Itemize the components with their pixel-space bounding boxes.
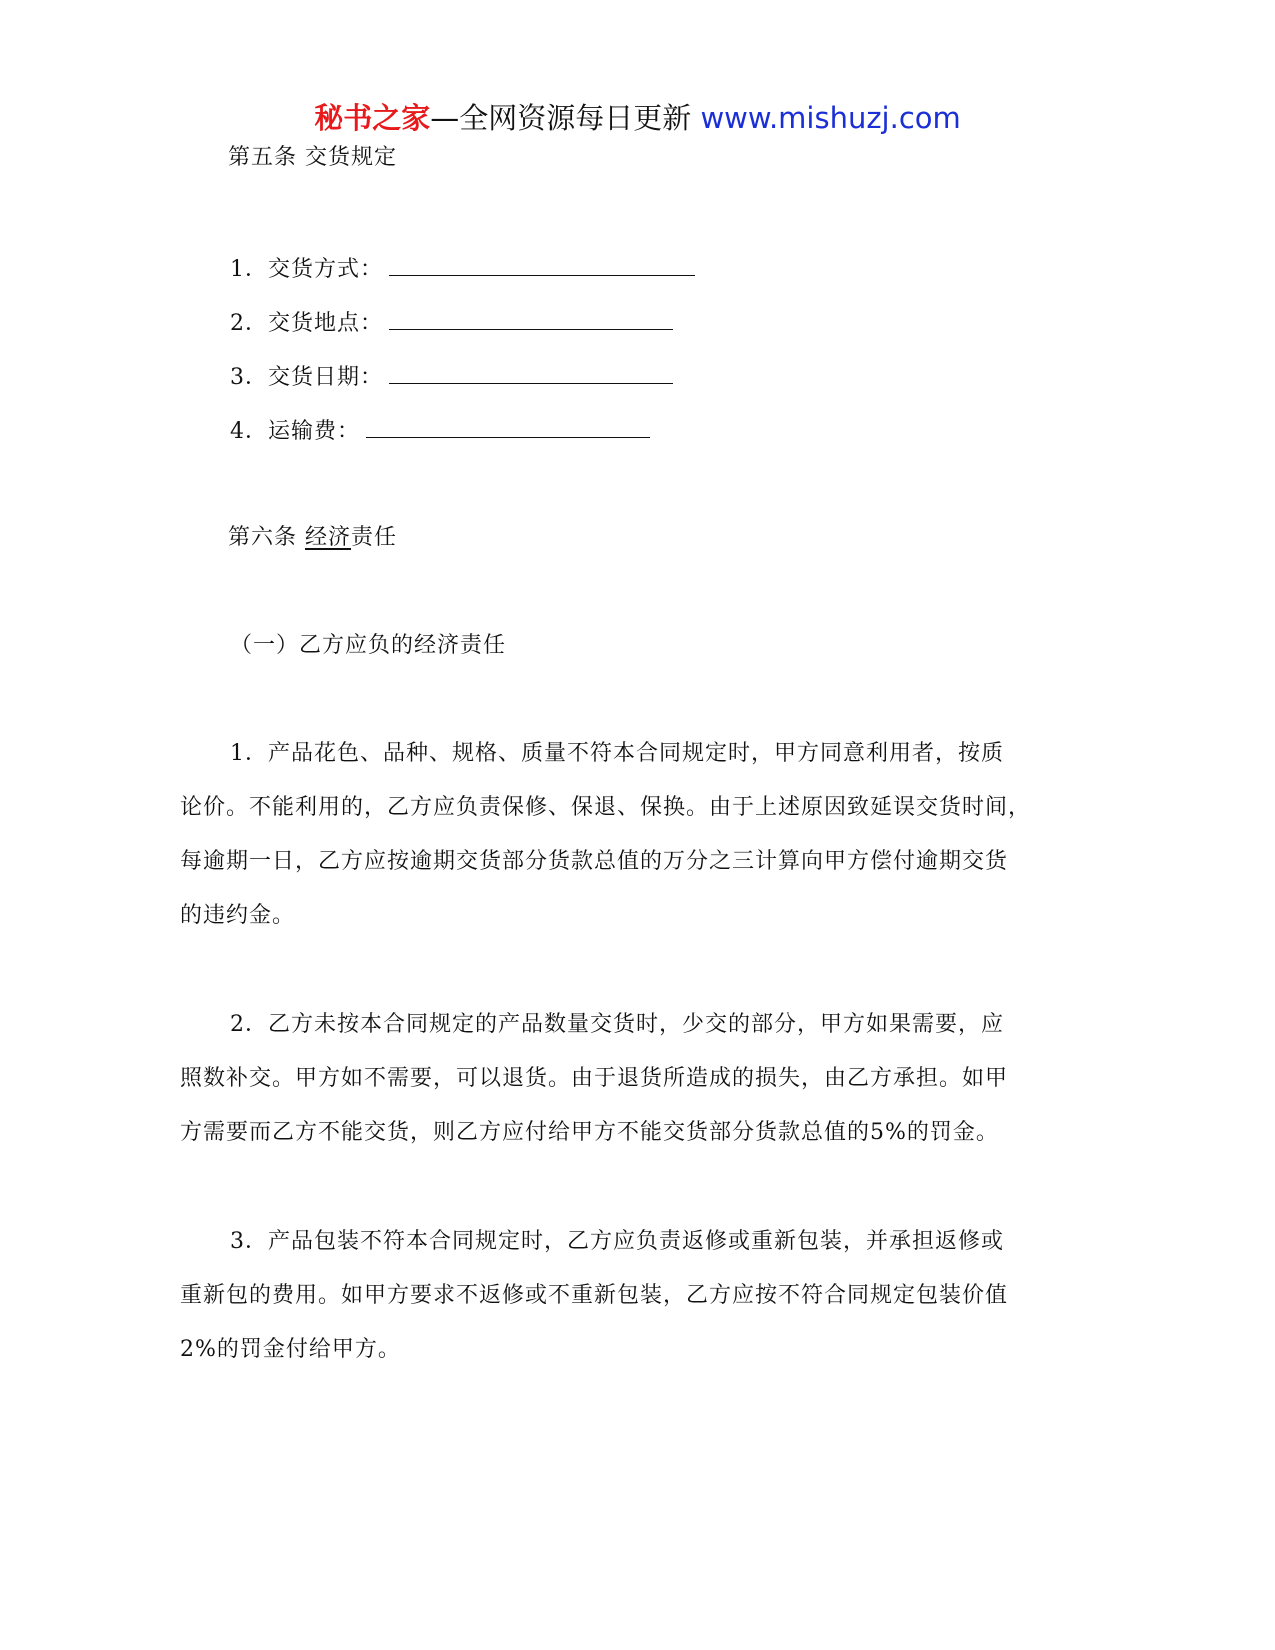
header-brand: 秘书之家 xyxy=(314,101,431,135)
delivery-method-blank xyxy=(389,253,695,276)
p1-line: 每逾期一日，乙方应按逾期交货部分货款总值的万分之三计算向甲方偿付逾期交货 xyxy=(180,849,1009,874)
p1-line: 的违约金。 xyxy=(180,903,296,928)
delivery-date-item xyxy=(230,361,673,393)
p3-line: 2%的罚金付给甲方。 xyxy=(180,1337,401,1362)
article6-title xyxy=(228,523,397,553)
article6-underlined: 经济 xyxy=(305,525,352,550)
article6-prefix: 第六条 xyxy=(228,525,305,550)
article5-title: 第五条 交货规定 xyxy=(228,145,397,170)
delivery-method-label: 1．交货方式： xyxy=(230,257,383,282)
p2-line: 方需要而乙方不能交货，则乙方应付给甲方不能交货部分货款总值的5%的罚金。 xyxy=(180,1120,999,1145)
section1-heading: （一）乙方应负的经济责任 xyxy=(230,633,507,658)
delivery-place-item xyxy=(230,307,673,339)
article6-suffix: 责任 xyxy=(351,525,398,550)
p1-line: 1．产品花色、品种、规格、质量不符本合同规定时，甲方同意利用者，按质 xyxy=(230,741,1004,766)
delivery-date-label: 3．交货日期： xyxy=(230,365,383,390)
p2-line: 照数补交。甲方如不需要，可以退货。由于退货所造成的损失，由乙方承担。如甲 xyxy=(180,1066,1009,1091)
header-tagline: —全网资源每日更新 xyxy=(430,101,692,135)
site-header xyxy=(0,98,1275,138)
p3-line: 3．产品包装不符本合同规定时，乙方应负责返修或重新包装，并承担返修或 xyxy=(230,1229,1004,1254)
p1-line: 论价。不能利用的，乙方应负责保修、保退、保换。由于上述原因致延误交货时间， xyxy=(180,795,1032,820)
header-url[interactable]: www.mishuzj.com xyxy=(700,101,961,135)
delivery-date-blank xyxy=(389,361,673,384)
freight-item xyxy=(230,415,650,447)
delivery-place-label: 2．交货地点： xyxy=(230,311,383,336)
freight-label: 4．运输费： xyxy=(230,419,360,444)
delivery-method-item xyxy=(230,253,695,285)
p3-line: 重新包的费用。如甲方要求不返修或不重新包装，乙方应按不符合同规定包装价值 xyxy=(180,1283,1009,1308)
delivery-place-blank xyxy=(389,307,673,330)
p2-line: 2．乙方未按本合同规定的产品数量交货时，少交的部分，甲方如果需要，应 xyxy=(230,1012,1004,1037)
freight-blank xyxy=(366,415,650,438)
